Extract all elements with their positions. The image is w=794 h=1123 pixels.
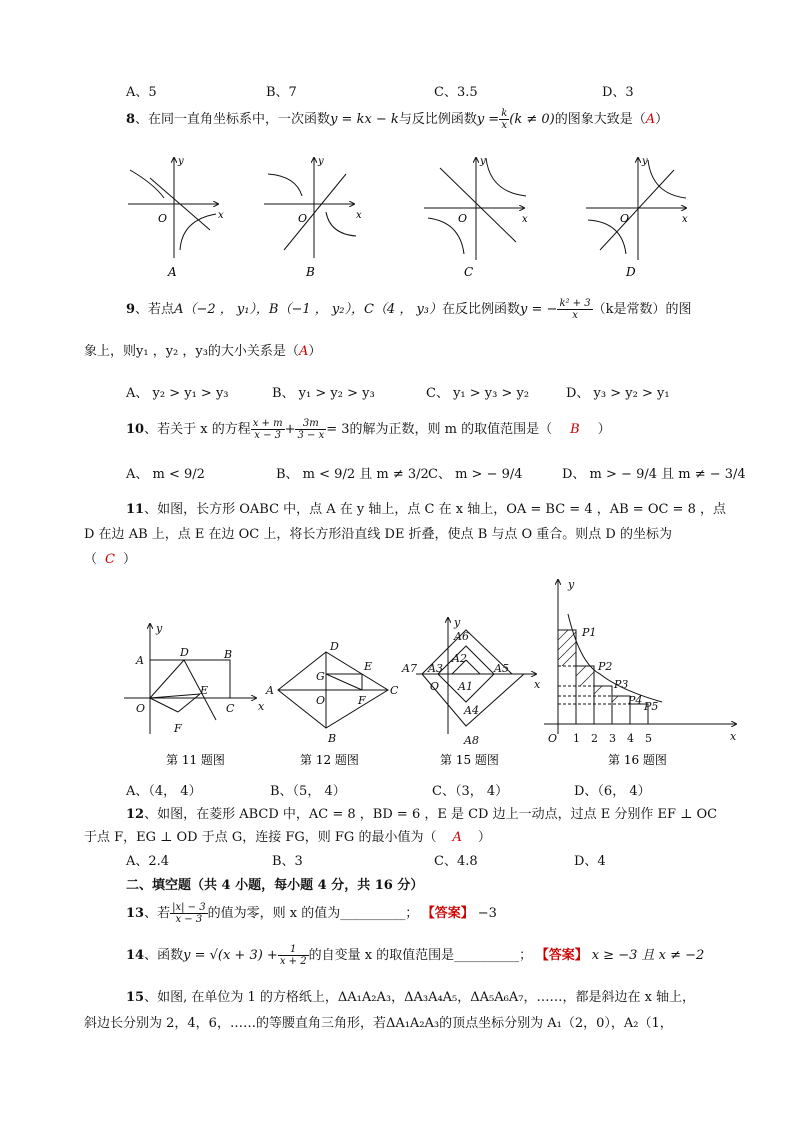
q8-graph-c-x-label: x (522, 214, 528, 225)
fig16-tick-1: 1 (573, 732, 580, 745)
q8-graph-b-x-label: x (356, 210, 362, 221)
fig15-label-x: x (534, 678, 541, 691)
q11-line2: D 在边 AB 上，点 E 在边 OC 上，将长方形沿直线 DE 折叠，使点 B 与点 O 重合。则点 D 的坐标为 (84, 527, 672, 542)
fig16-tick-3: 3 (609, 732, 616, 745)
q8-text-pre: 、在同一直角坐标系中，一次函数 (135, 112, 331, 127)
fig16-label-o: O (548, 732, 558, 745)
q8-question (126, 108, 668, 131)
q8-graph-b-origin: O (298, 212, 308, 225)
fig12-label-f: F (358, 694, 366, 707)
fig16-tick-5: 5 (645, 732, 652, 745)
q9-answer: A (298, 344, 309, 359)
q9-option-d: D、 y₃ > y₂ > y₁ (566, 386, 670, 401)
q14-number: 14 (126, 948, 145, 963)
fig12-label-a: A (266, 684, 274, 697)
fig11-caption: 第 11 题图 (166, 753, 225, 767)
fig15-labels (401, 616, 541, 747)
fig16-hatch-3 (558, 642, 576, 660)
q9-line1 (126, 298, 692, 321)
fig11-label-b: B (224, 648, 233, 661)
q7-option-d: D、3 (602, 85, 634, 100)
fig16-label-p2: P2 (598, 660, 613, 673)
fig16-ticks (573, 732, 652, 745)
fig11-fe (178, 694, 200, 712)
q12-line1 (126, 803, 717, 822)
figures-row (120, 574, 750, 774)
fig15-label-a1: A1 (458, 680, 473, 693)
q11-option-c: C、（3， 4） (432, 784, 509, 799)
q13 (126, 902, 497, 925)
q9-points: A（−2 ， y₁），B（−1 ， y₂），C（4 ， y₃） (174, 302, 443, 317)
q8-graph-c-origin: O (458, 212, 468, 225)
q8-graph-d-origin: O (620, 212, 630, 225)
fig16-label-p1: P1 (582, 626, 597, 639)
q8-graph-a (128, 158, 218, 258)
q8-graph-d (586, 158, 686, 260)
fig15-caption: 第 15 题图 (440, 753, 499, 767)
fig11-label-e: E (200, 684, 209, 697)
fig16-label-x: x (730, 730, 737, 743)
q10-fraction2-den: 3 − x (297, 430, 325, 441)
q10-option-d: D、 m > − 9/4 且 m ≠ − 3/4 (562, 467, 746, 482)
q9-fraction (557, 298, 592, 321)
q8-graph-a-origin: O (158, 212, 168, 225)
fig12-label-d: D (330, 640, 339, 653)
fig15-label-o: O (430, 680, 440, 693)
q9-line2 (84, 340, 321, 359)
q9-function-lhs: y = − (520, 302, 558, 317)
fig16-label-p4: P4 (628, 694, 643, 707)
q10-answer: B (570, 422, 580, 437)
q12-answer: A (452, 830, 462, 845)
q10-options (126, 463, 746, 482)
q13-answer: −3 (477, 906, 497, 921)
fig11-label-o: O (136, 702, 146, 715)
q10-fraction1 (251, 418, 285, 441)
q9-text-post: （k是常数）的图 (592, 302, 692, 317)
fig16 (544, 580, 736, 734)
fig15-label-a4: A4 (464, 704, 479, 717)
q10-equals: = 3 (326, 422, 350, 437)
q8-linear-function: y = kx − k (330, 112, 399, 127)
q11-line1 (126, 498, 726, 517)
q14-fraction-num: 1 (278, 944, 309, 956)
q8-graph-b-label: B (306, 265, 315, 279)
fig15-label-a3: A3 (428, 662, 443, 675)
q9-option-c: C、 y₁ > y₃ > y₂ (426, 386, 530, 401)
fig11-label-c: C (226, 702, 235, 715)
fig16-tick-2: 2 (591, 732, 598, 745)
q15-number: 15 (126, 990, 145, 1005)
q8-graph-b-curve1 (268, 174, 302, 196)
q12-option-b: B、3 (272, 854, 303, 869)
q8-graph-b-y-label: y (318, 156, 324, 167)
q8-answer: A (645, 112, 656, 127)
q15-line1 (126, 986, 695, 1005)
q14-answer-tag: 【答案】 (542, 948, 588, 963)
q13-fraction-num: |x| − 3 (172, 902, 206, 913)
q11-option-d: D、（6， 4） (574, 784, 651, 799)
q9-text-mid: 在反比例函数 (442, 302, 521, 317)
q14 (126, 944, 704, 967)
q14-fraction-den: x + 2 (279, 956, 307, 967)
q10-fraction1-num: x + m (252, 418, 283, 429)
q9-text-pre: 、若点 (135, 302, 175, 317)
q11-line1-text: 、如图，长方形 OABC 中，点 A 在 y 轴上，点 C 在 x 轴上，OA = BC = 4 ，AB = OC = 8 ，点 (144, 502, 726, 517)
q10-fraction2 (295, 418, 326, 441)
fig11 (124, 624, 256, 734)
q8-graph-c-y-label: y (480, 156, 486, 167)
q9-option-a: A、 y₂ > y₁ > y₃ (126, 386, 229, 401)
fig16-hatch-2 (558, 632, 576, 650)
q8-fraction-num: k (501, 108, 508, 119)
fig15-label-y: y (454, 616, 461, 629)
q14-text-post: 的自变量 x 的取值范围是__________； (308, 948, 533, 963)
q12-option-d: D、4 (574, 854, 606, 869)
q8-graph-b (264, 158, 356, 258)
fig12-label-g: G (316, 670, 325, 683)
q10-option-b: B、 m < 9/2 且 m ≠ 3/2 (276, 467, 429, 482)
q8-number: 8 (126, 112, 136, 127)
fig16-tick-4: 4 (627, 732, 634, 745)
q8-graph-c-curve1 (486, 158, 526, 196)
q12-option-c: C、4.8 (434, 854, 478, 869)
q12-close: ） (477, 830, 491, 845)
q7-option-b: B、7 (266, 85, 297, 100)
q15-line2: 斜边长分别为 2，4，6，……的等腰直角三角形，若ΔA₁A₂A₃的顶点坐标分别为 A₁（2，0），A₂（1， (84, 1016, 673, 1031)
fig11-eo (150, 694, 200, 698)
q11-option-b: B、（5， 4） (270, 784, 346, 799)
q8-graph-d-y-label: y (642, 156, 648, 167)
q8-condition: (k ≠ 0) (509, 112, 555, 127)
fig12-label-o: O (316, 694, 326, 707)
q11-number: 11 (126, 502, 145, 517)
fig16-hatch-7 (594, 686, 602, 694)
q9-options (126, 382, 686, 400)
q11-line3 (84, 548, 136, 567)
q8-graph-a-y-label: y (178, 156, 184, 167)
q8-graph-a-x-label: x (218, 210, 224, 221)
q11-answer: C (105, 552, 115, 567)
q10-fraction2-num: 3m (295, 418, 326, 430)
fig12-label-b: B (328, 732, 337, 745)
q8-fraction (499, 108, 509, 131)
q8-graph-a-curve1 (130, 170, 164, 198)
q10-fraction1-den: x − 3 (254, 430, 281, 441)
fig15-label-a5: A5 (494, 662, 509, 675)
fig16-label-p3: P3 (614, 678, 629, 691)
q10-question (126, 418, 611, 441)
q14-answer: x ≥ −3 且 x ≠ −2 (591, 948, 705, 963)
q7-options (126, 81, 686, 99)
q8-text-mid: 与反比例函数 (398, 112, 477, 127)
fig11-label-y: y (156, 622, 163, 635)
q8-close: ） (655, 112, 669, 127)
fig11-od (150, 660, 184, 698)
q10-number: 10 (126, 422, 145, 437)
q9-option-b: B、 y₁ > y₂ > y₃ (272, 386, 375, 401)
q10-text-post: 的解为正数，则 m 的取值范围是（ (349, 422, 553, 437)
fig12-label-c: C (390, 684, 399, 697)
fig11-labels (135, 622, 265, 735)
q8-graph-b-line (284, 174, 346, 250)
fig12-fg (326, 674, 362, 690)
q13-number: 13 (126, 906, 145, 921)
q8-text-post: 的图象大致是（ (554, 112, 646, 127)
q12-line1-text: 、如图，在菱形 ABCD 中，AC = 8 ，BD = 6 ，E 是 CD 边上一动点，过点 E 分别作 EF ⊥ OC (144, 807, 718, 822)
fig11-rectangle (150, 660, 230, 698)
q7-option-c: C、3.5 (434, 85, 478, 100)
q15-line1-text: 、如图, 在单位为 1 的方格纸上，ΔA₁A₂A₃，ΔA₃A₄A₅，ΔA₅A₆A₇，……，都是斜边在 x 轴上， (144, 990, 696, 1005)
q13-answer-tag: 【答案】 (428, 906, 474, 921)
q13-text-post: 的值为零，则 x 的值为__________； (207, 906, 419, 921)
q9-fraction-den: x (572, 310, 578, 321)
q11-close: ） (122, 552, 136, 567)
q9-number: 9 (126, 302, 136, 317)
q11-options (126, 780, 686, 798)
fig12-caption: 第 12 题图 (300, 753, 359, 767)
q8-fraction-den: x (501, 120, 508, 131)
fig11-of (150, 698, 178, 712)
q10-close: ） (597, 422, 611, 437)
fig15-label-a8: A8 (464, 734, 479, 747)
q10-text-pre: 、若关于 x 的方程 (144, 422, 251, 437)
fig11-label-x: x (258, 700, 265, 713)
q7-option-a: A、5 (126, 85, 157, 100)
q8-graph-b-curve2 (326, 212, 356, 236)
fig15-label-a2: A2 (452, 652, 467, 665)
fig15-label-a6: A6 (454, 630, 469, 643)
fig16-hatch-5 (576, 666, 586, 676)
q8-graph-d-x-label: x (682, 214, 688, 225)
q13-fraction-den: x − 3 (175, 914, 203, 925)
q12-number: 12 (126, 807, 145, 822)
q12-option-a: A、2.4 (126, 854, 170, 869)
section2-heading: 二、填空题（共 4 小题，每小题 4 分，共 16 分） (126, 878, 424, 893)
fig16-hatch-8 (612, 696, 618, 702)
q8-graph-d-label: D (626, 265, 636, 279)
fig16-caption: 第 16 题图 (608, 753, 667, 767)
fig16-label-y: y (568, 578, 575, 591)
fig16-hatch-1 (558, 630, 568, 640)
q8-graphs (120, 150, 700, 280)
q12-options (126, 850, 686, 868)
q9-close: ） (308, 344, 322, 359)
q13-text-pre: 、若 (144, 906, 171, 921)
q14-function: y = √(x + 3) + (183, 948, 278, 963)
fig12-label-e: E (364, 660, 373, 673)
q11-option-a: A、（4， 4） (126, 784, 202, 799)
q14-fraction (278, 944, 309, 967)
q13-fraction (170, 902, 207, 925)
q9-fraction-num: k² + 3 (559, 298, 591, 309)
q8-graph-c (424, 158, 526, 260)
fig11-label-d: D (180, 646, 189, 659)
q8-inverse-lhs: y = (476, 112, 500, 127)
q8-graph-c-line (440, 168, 516, 242)
q10-plus: + (284, 422, 296, 437)
q11-open: （ (84, 552, 98, 567)
q8-graph-d-curve2 (588, 220, 626, 254)
fig16-label-p5: P5 (644, 700, 659, 713)
fig11-label-f: F (174, 722, 182, 735)
q12-line2-text: 于点 F，EG ⊥ OD 于点 G，连接 FG，则 FG 的最小值为（ (84, 830, 437, 845)
q8-graph-d-line (600, 170, 674, 250)
q14-text-pre: 、函数 (144, 948, 184, 963)
fig16-rect1 (558, 630, 576, 724)
fig16-hatch-6 (580, 672, 594, 686)
q12-line2 (84, 826, 491, 845)
q8-graph-a-label: A (168, 265, 177, 279)
q9-line2-text: 象上，则y₁ ，y₂ ，y₃的大小关系是（ (84, 344, 299, 359)
q10-option-a: A、 m < 9/2 (126, 467, 205, 482)
fig11-label-a: A (136, 654, 144, 667)
fig15-label-a7: A7 (402, 662, 417, 675)
q8-graph-c-label: C (464, 265, 474, 279)
fig15-inner-2 (466, 660, 480, 674)
q10-option-c: C、 m > − 9/4 (428, 467, 523, 482)
